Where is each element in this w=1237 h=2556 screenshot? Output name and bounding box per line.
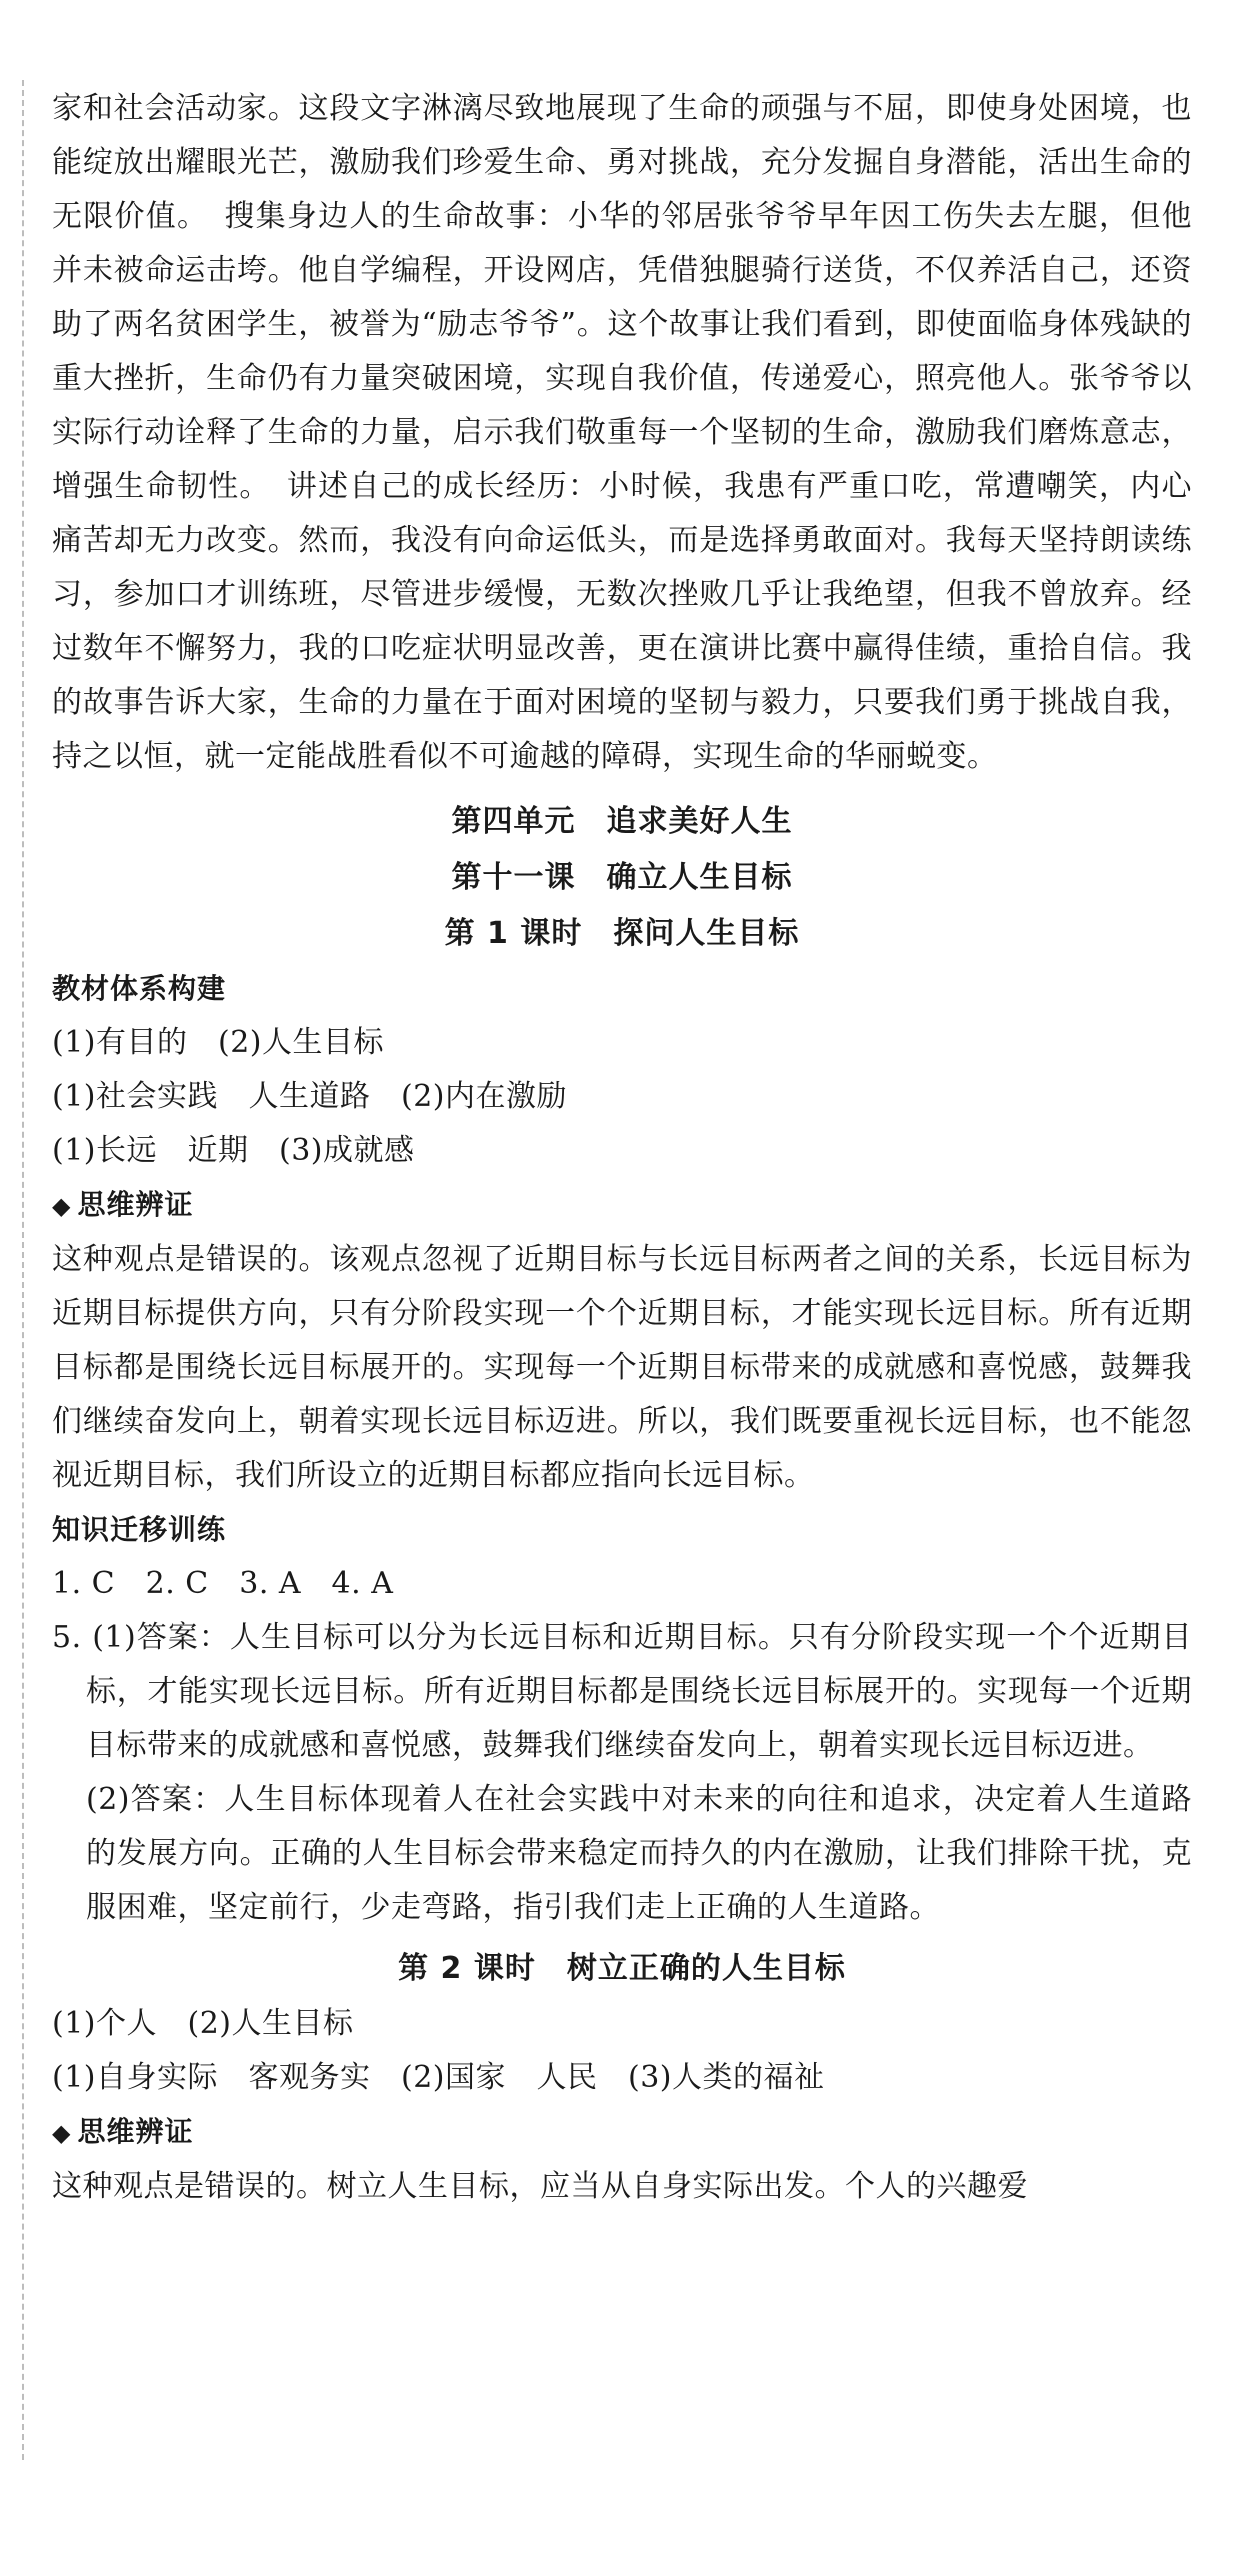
framework-line: (1)自身实际 客观务实 (2)国家 人民 (3)人类的福祉: [52, 2060, 825, 2095]
section-thinking-heading: [52, 2105, 1192, 2160]
page-content: [52, 82, 1192, 2214]
section-thinking-heading: [52, 1178, 1192, 1233]
lesson-title: 第十一课 确立人生目标: [451, 860, 793, 895]
period1-title: 第 1 课时 探问人生目标: [444, 916, 800, 951]
thinking-paragraph: 这种观点是错误的。树立人生目标，应当从自身实际出发。个人的兴趣爱: [52, 2169, 1028, 2204]
section-thinking-label: 思维辨证: [77, 1188, 194, 1221]
intro-paragraph: 家和社会活动家。这段文字淋漓尽致地展现了生命的顽强与不屈，即使身处困境，也能绽放出耀眼光芒，激励我们珍爱生命、勇对挑战，充分发掘自身潜能，活出生命的无限价值。 搜集身边人的生命故事：小华的邻居张爷爷早年因工伤失去左腿，但他并未被命运击垮。他自学编程，开设网店，凭借独腿骑行送货，不仅养活自己，还资助了两名贫困学生，被誉为“励志爷爷”。这个故事让我们看到，即使面临身体残缺的重大挫折，生命仍有力量突破困境，实现自我价值，传递爱心，照亮他人。张爷爷以实际行动诠释了生命的力量，启示我们敬重每一个坚韧的生命，激励我们磨炼意志，增强生命韧性。 讲述自己的成长经历：小时候，我患有严重口吃，常遭嘲笑，内心痛苦却无力改变。然而，我没有向命运低头，而是选择勇敢面对。我每天坚持朗读练习，参加口才训练班，尽管进步缓慢，无数次挫败几乎让我绝望，但我不曾放弃。经过数年不懈努力，我的口吃症状明显改善，更在演讲比赛中赢得佳绩，重拾自信。我的故事告诉大家，生命的力量在于面对困境的坚韧与毅力，只要我们勇于挑战自我，持之以恒，就一定能战胜看似不可逾越的障碍，实现生命的华丽蜕变。: [52, 91, 1192, 774]
question5-part1: 5. (1)答案：人生目标可以分为长远目标和近期目标。只有分阶段实现一个个近期目标，才能实现长远目标。所有近期目标都是围绕长远目标展开的。实现每一个近期目标带来的成就感和喜悦感，鼓舞我们继续奋发向上，朝着实现长远目标迈进。: [52, 1620, 1192, 1763]
framework-line: (1)个人 (2)人生目标: [52, 2006, 354, 2041]
section-framework-heading: 教材体系构建: [52, 972, 227, 1005]
unit-title: 第四单元 追求美好人生: [451, 804, 793, 839]
diamond-bullet-icon: ◆: [52, 2119, 72, 2147]
period2-title: 第 2 课时 树立正确的人生目标: [398, 1951, 846, 1986]
framework-line: (1)有目的 (2)人生目标: [52, 1025, 384, 1060]
margin-dashed-rule: [22, 80, 24, 2460]
framework-line: (1)社会实践 人生道路 (2)内在激励: [52, 1079, 567, 1114]
section-transfer-heading: 知识迁移训练: [52, 1513, 227, 1546]
diamond-bullet-icon: ◆: [52, 1192, 72, 1220]
section-thinking-label: 思维辨证: [77, 2115, 194, 2148]
choice-answers: 1. C 2. C 3. A 4. A: [52, 1566, 394, 1601]
framework-line: (1)长远 近期 (3)成就感: [52, 1133, 415, 1168]
thinking-paragraph: 这种观点是错误的。该观点忽视了近期目标与长远目标两者之间的关系，长远目标为近期目标提供方向，只有分阶段实现一个个近期目标，才能实现长远目标。所有近期目标都是围绕长远目标展开的。实现每一个近期目标带来的成就感和喜悦感，鼓舞我们继续奋发向上，朝着实现长远目标迈进。所以，我们既要重视长远目标，也不能忽视近期目标，我们所设立的近期目标都应指向长远目标。: [52, 1242, 1192, 1493]
question5-part2: (2)答案：人生目标体现着人在社会实践中对未来的向往和追求，决定着人生道路的发展方向。正确的人生目标会带来稳定而持久的内在激励，让我们排除干扰，克服困难，坚定前行，少走弯路，指引我们走上正确的人生道路。: [86, 1782, 1192, 1925]
